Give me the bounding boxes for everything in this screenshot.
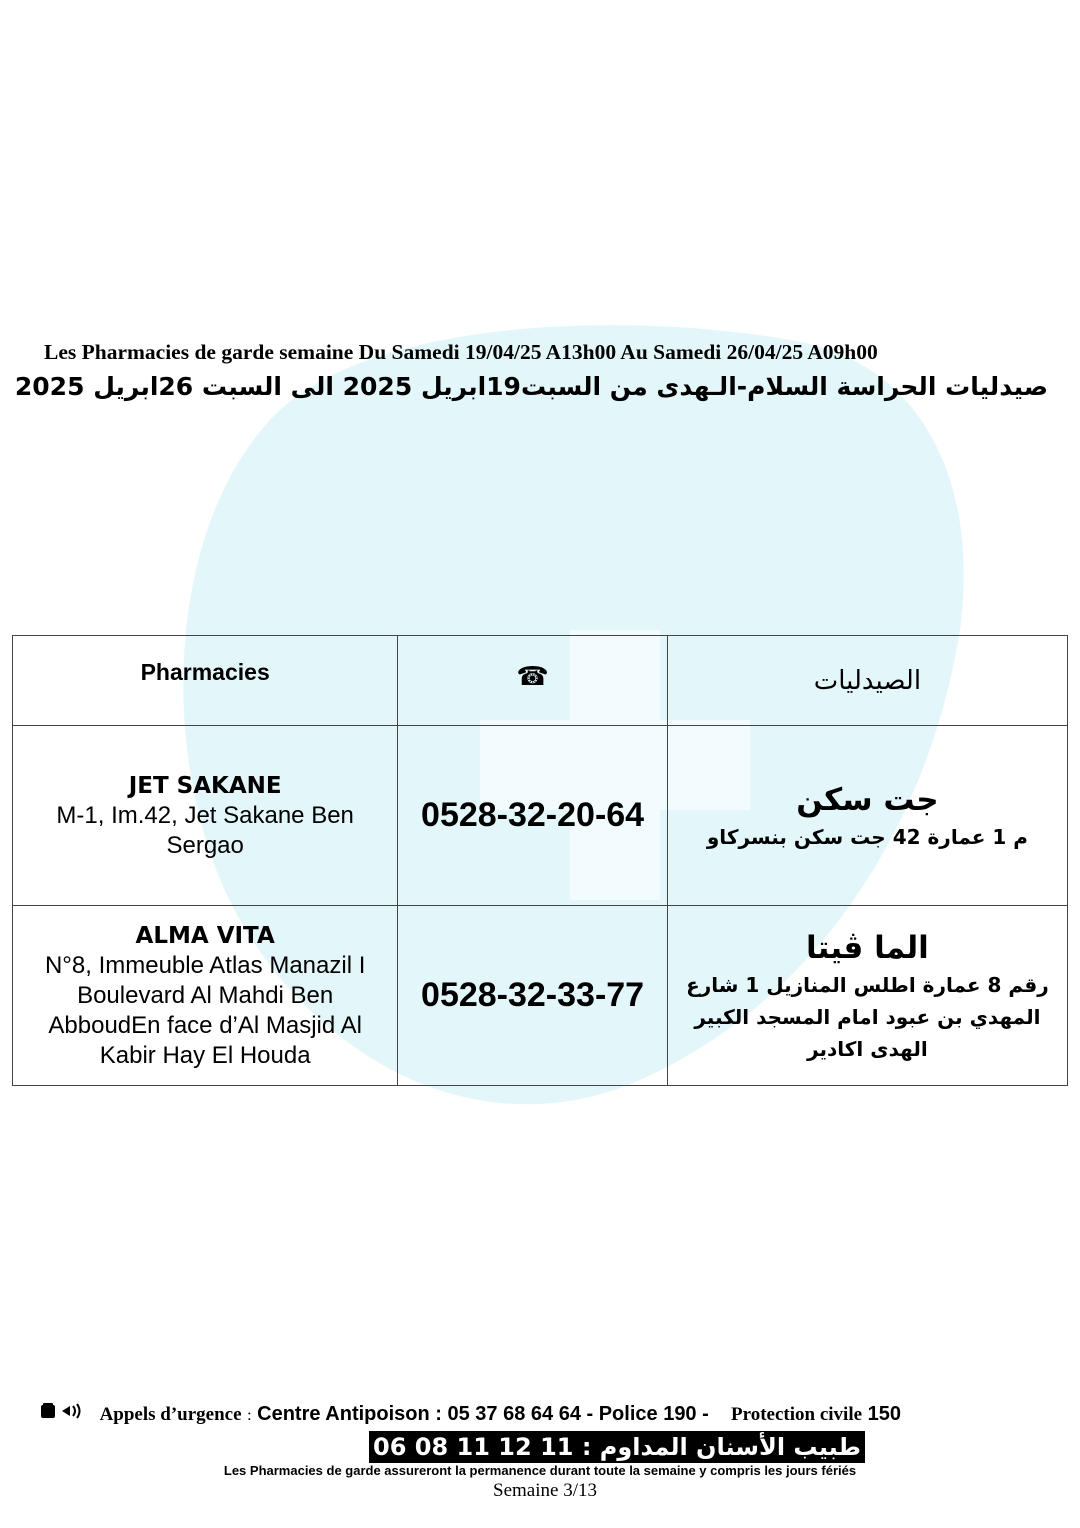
emergency-line xyxy=(40,1402,1040,1426)
emergency-separator: : xyxy=(247,1407,252,1424)
pharmacy-name-ar: الما ڤيتا xyxy=(806,929,929,966)
pharmacy-name: ALMA VITA xyxy=(135,922,275,949)
pharmacy-cell xyxy=(13,726,398,906)
header-pharmacies-ar-label: الصيدليات xyxy=(813,665,922,696)
antipoison-info: Centre Antipoison : 05 37 68 64 64 - Police 190 - xyxy=(257,1403,709,1425)
table-row xyxy=(13,906,1068,1086)
pharmacy-phone: 0528-32-20-64 xyxy=(421,796,645,834)
table-header-row xyxy=(13,636,1068,726)
header-pharmacies xyxy=(13,636,398,726)
emergency-label: Appels d’urgence xyxy=(99,1404,242,1425)
pharmacy-name: JET SAKANE xyxy=(128,772,282,799)
pharmacies-table xyxy=(12,635,1068,1086)
pharmacy-name-ar: جت سكن xyxy=(796,781,939,818)
page-title-arabic: صيدليات الحراسة السلام-الـهدى من السبت19ابريل 2025 الى السبت 26ابريل 2025 xyxy=(14,372,1048,401)
footer-note: Les Pharmacies de garde assureront la permanence durant toute la semaine y compris les jours fériés xyxy=(223,1463,857,1478)
protection-civile-label: Protection civile xyxy=(731,1404,863,1425)
dentist-on-duty: طبيب الأسنان المداوم : 11 12 11 08 06 xyxy=(369,1431,865,1463)
pharmacy-address-ar: رقم 8 عمارة اطلس المنازيل 1 شارع المهدي بن عبود امام المسجد الكبير الهدى اكادير xyxy=(686,972,1049,1061)
phone-siren-icon xyxy=(40,1402,94,1425)
pharmacy-cell xyxy=(13,906,398,1086)
pharmacy-phone: 0528-32-33-77 xyxy=(421,976,645,1014)
phone-cell xyxy=(398,726,667,906)
header-pharmacies-label: Pharmacies xyxy=(140,659,270,685)
phone-icon: ☎ xyxy=(516,661,549,691)
pharmacy-address: N°8, Immeuble Atlas Manazil I Boulevard Al Mahdi Ben AbboudEn face d’Al Masjid Al Kabir Hay El Houda xyxy=(44,951,366,1069)
protection-civile-number: 150 xyxy=(867,1403,901,1425)
phone-cell xyxy=(398,906,667,1086)
header-pharmacies-ar xyxy=(667,636,1067,726)
table-row xyxy=(13,726,1068,906)
pharmacy-ar-cell xyxy=(667,726,1067,906)
header-phone xyxy=(398,636,667,726)
page-title: Les Pharmacies de garde semaine Du Samedi 19/04/25 A13h00 Au Samedi 26/04/25 A09h00 xyxy=(44,340,878,364)
week-number: Semaine 3/13 xyxy=(493,1480,597,1501)
pharmacy-address: M-1, Im.42, Jet Sakane Ben Sergao xyxy=(56,801,354,859)
pharmacy-ar-cell xyxy=(667,906,1067,1086)
pharmacy-address-ar: م 1 عمارة 42 جت سكن بنسركاو xyxy=(706,824,1028,849)
